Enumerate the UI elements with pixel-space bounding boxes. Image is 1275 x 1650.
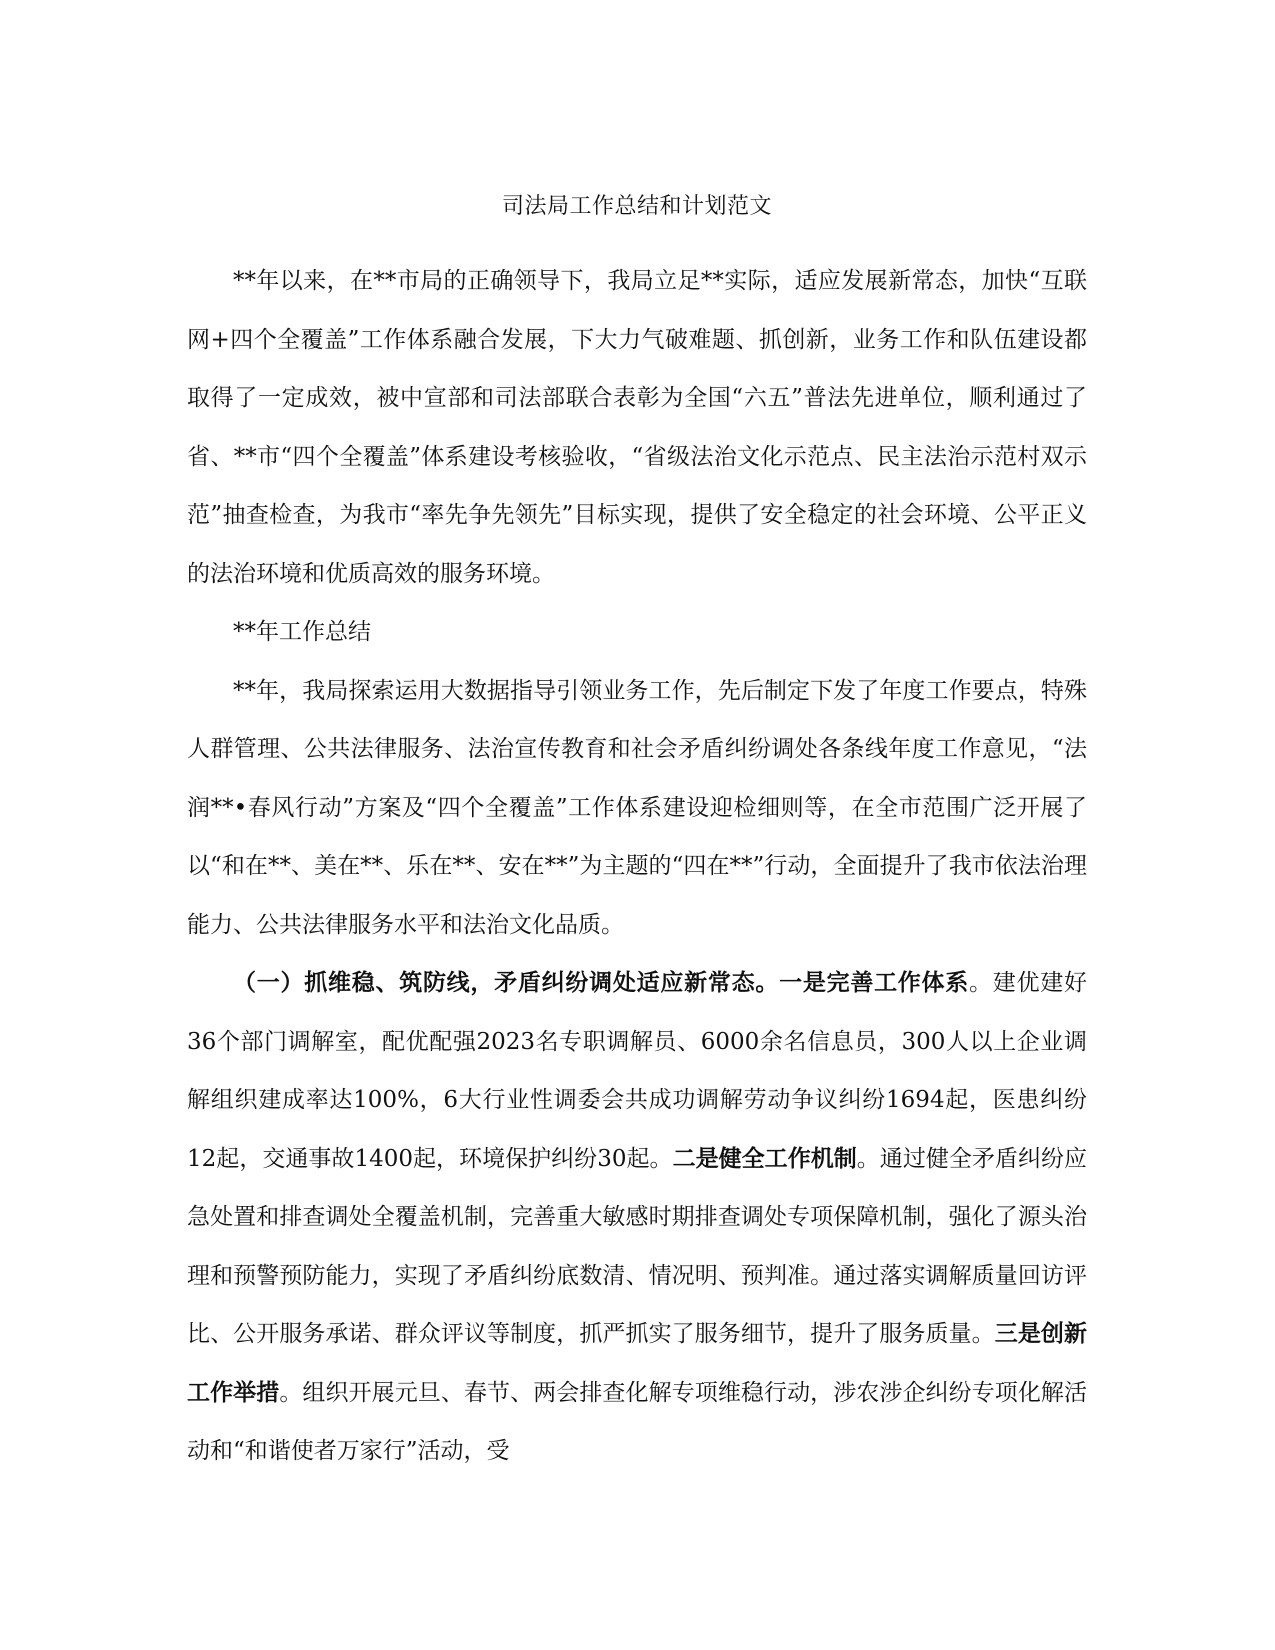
document-body [187,192,1087,1481]
point-two-title: 二是健全工作机制 [672,1144,857,1172]
summary-heading: **年工作总结 [233,619,371,645]
document-title: 司法局工作总结和计划范文 [501,194,772,219]
point-three-text: 。组织开展元旦、春节、两会排查化解专项维稳行动，涉农涉企纠纷专项化解活动和“和谐使者万家行”活动，受 [187,1379,1088,1464]
intro-paragraph: **年以来，在**市局的正确领导下，我局立足**实际，适应发展新常态，加快“互联网+四个全覆盖”工作体系融合发展，下大力气破难题、抓创新，业务工作和队伍建设都取得了一定成效，被中宣部和司法部联合表彰为全国“六五”普法先进单位，顺利通过了省、**市“四个全覆盖”体系建设考核验收，“省级法治文化示范点、民主法治示范村双示范”抽查检查，为我市“率先争先领先”目标实现，提供了安全稳定的社会环境、公平正义的法治环境和优质高效的服务环境。 [187,268,1087,587]
point-one-title: 一是完善工作体系 [779,969,970,996]
section-one-heading: （一）抓维稳、筑防线，矛盾纠纷调处适应新常态。 [233,969,780,996]
section-one-paragraph [187,954,1087,1481]
point-one-text: 。建优建好36个部门调解室，配优配强2023名专职调解员、6000余名信息员，300人以上企业调解组织建成率达100%，6大行业性调委会共成功调解劳动争议纠纷1694起，医患纠纷12起，交通事故1400起，环境保护纠纷30起。 [187,970,1088,1172]
summary-paragraph: **年，我局探索运用大数据指导引领业务工作，先后制定下发了年度工作要点，特殊人群管理、公共法律服务、法治宣传教育和社会矛盾纠纷调处各条线年度工作意见，“法润**•春风行动”方案及“四个全覆盖”工作体系建设迎检细则等，在全市范围广泛开展了以“和在**、美在**、乐在**、安在**”为主题的“四在**”行动，全面提升了我市依法治理能力、公共法律服务水平和法治文化品质。 [187,677,1087,938]
point-two-text: 。通过健全矛盾纠纷应急处置和排查调处全覆盖机制，完善重大敏感时期排查调处专项保障机制，强化了源头治理和预警预防能力，实现了矛盾纠纷底数清、情况明、预判准。通过落实调解质量回访评比、公开服务承诺、群众评议等制度，抓严抓实了服务细节，提升了服务质量。 [187,1145,1088,1347]
point-three-title: 三是创新工作举措 [187,1320,1088,1406]
